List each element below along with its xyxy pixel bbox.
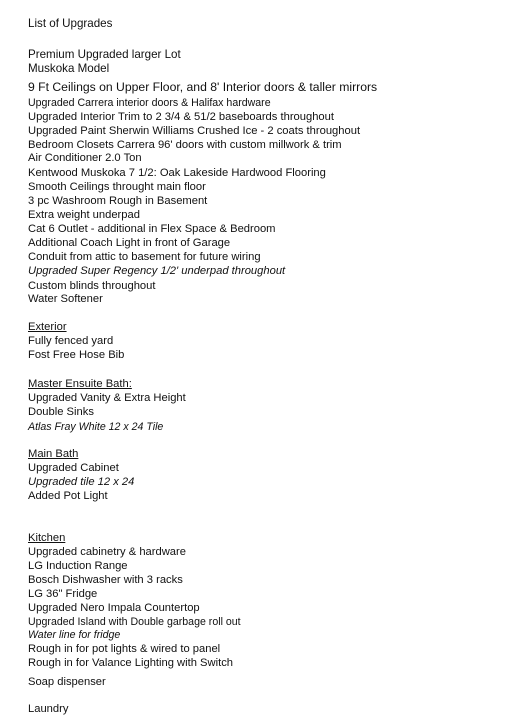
list-item: Upgraded tile 12 x 24	[28, 476, 135, 488]
section-heading-laundry: Laundry	[28, 703, 69, 715]
list-item: Additional Coach Light in front of Garage	[28, 237, 231, 249]
list-item: Soap dispenser	[28, 676, 106, 688]
list-item: Cat 6 Outlet - additional in Flex Space & Bedroom	[28, 223, 276, 235]
list-item: Conduit from attic to basement for future wiring	[28, 251, 261, 263]
list-item: Custom blinds throughout	[28, 280, 156, 292]
list-item: Fully fenced yard	[28, 335, 114, 347]
list-item: Water Softener	[28, 293, 103, 305]
list-item: Muskoka Model	[28, 62, 110, 75]
list-item: 3 pc Washroom Rough in Basement	[28, 195, 208, 207]
list-item: Water line for fridge	[28, 629, 121, 641]
list-item: Added Pot Light	[28, 490, 108, 502]
list-item: Upgraded Vanity & Extra Height	[28, 392, 186, 404]
list-item: Rough in for pot lights & wired to panel	[28, 643, 221, 655]
list-item: Air Conditioner 2.0 Ton	[28, 152, 142, 164]
section-heading-master-ensuite-bath: Master Ensuite Bath:	[28, 378, 132, 390]
list-item: Bosch Dishwasher with 3 racks	[28, 574, 183, 586]
section-heading-kitchen: Kitchen	[28, 532, 66, 544]
list-item: Kentwood Muskoka 7 1/2: Oak Lakeside Hardwood Flooring	[28, 167, 326, 179]
list-item: 9 Ft Ceilings on Upper Floor, and 8' Interior doors & taller mirrors	[28, 80, 378, 94]
list-item: Premium Upgraded larger Lot	[28, 48, 181, 61]
list-item: Upgraded Nero Impala Countertop	[28, 602, 200, 614]
list-item: Bedroom Closets Carrera 96' doors with custom millwork & trim	[28, 139, 342, 151]
list-item: Upgraded Super Regency 1/2' underpad throughout	[28, 265, 286, 277]
list-item: Upgraded Island with Double garbage roll out	[28, 616, 241, 628]
section-heading-main-bath: Main Bath	[28, 448, 79, 460]
document-title: List of Upgrades	[28, 17, 113, 30]
list-item: Upgraded Paint Sherwin Williams Crushed Ice - 2 coats throughout	[28, 125, 361, 137]
section-heading-exterior: Exterior	[28, 321, 67, 333]
list-item: Upgraded Interior Trim to 2 3/4 & 51/2 baseboards throughout	[28, 111, 334, 123]
list-item: Atlas Fray White 12 x 24 Tile	[28, 421, 164, 433]
list-item: Fost Free Hose Bib	[28, 349, 125, 361]
list-item: Upgraded cabinetry & hardware	[28, 546, 186, 558]
list-item: LG 36" Fridge	[28, 588, 98, 600]
list-item: Extra weight underpad	[28, 209, 140, 221]
list-item: LG Induction Range	[28, 560, 128, 572]
list-item: Rough in for Valance Lighting with Switch	[28, 657, 234, 669]
list-item: Smooth Ceilings throught main floor	[28, 181, 206, 193]
list-item: Upgraded Cabinet	[28, 462, 119, 474]
list-item: Double Sinks	[28, 406, 94, 418]
list-item: Upgraded Carrera interior doors & Halifax hardware	[28, 97, 271, 109]
